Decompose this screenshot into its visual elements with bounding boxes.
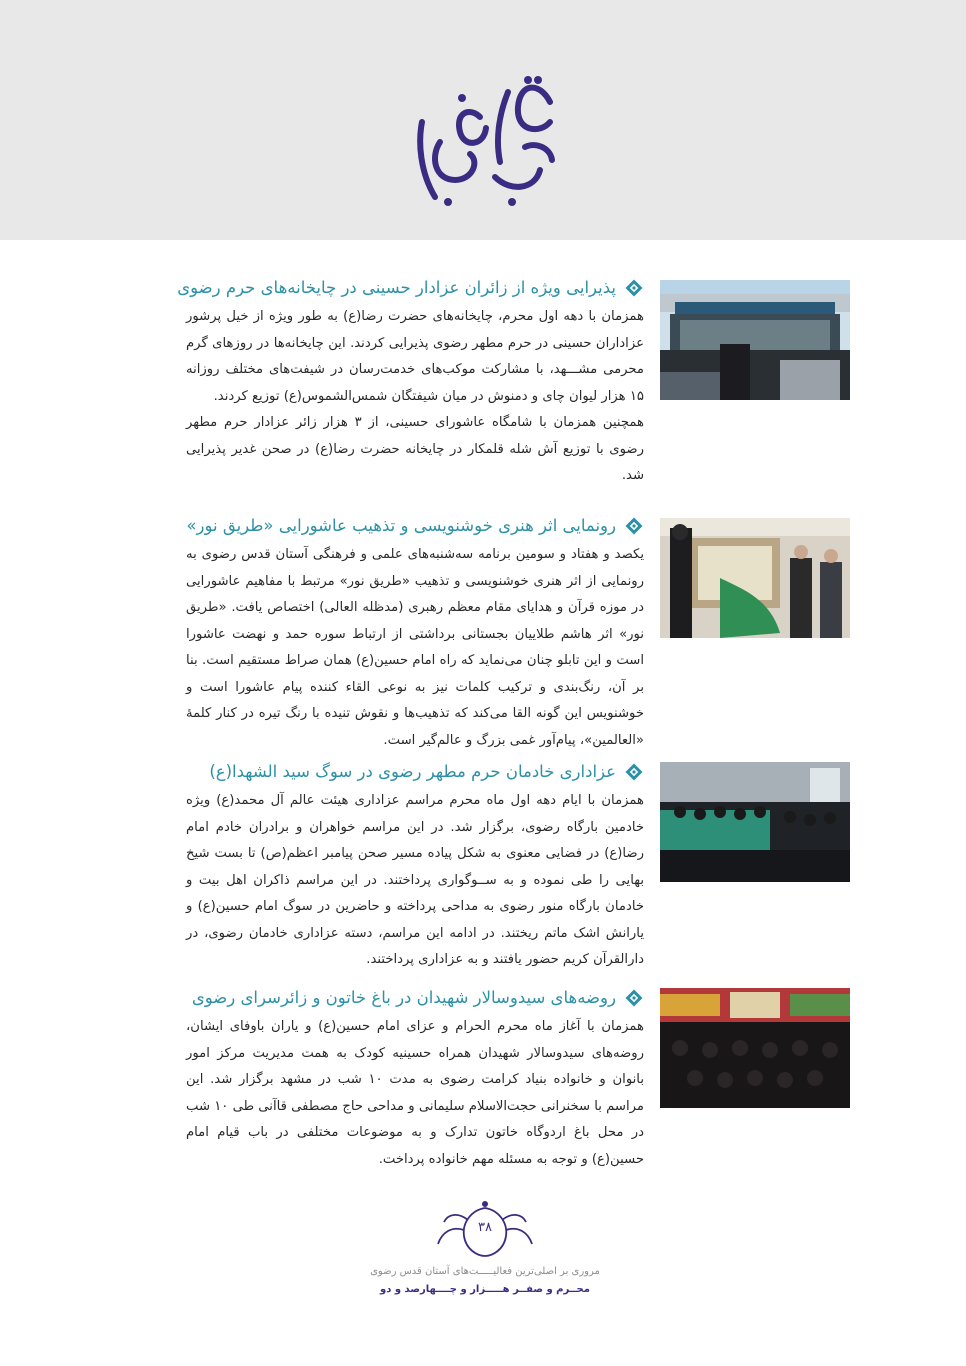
article-title: پذیرایی ویژه از زائران عزادار حسینی در چایخانه‌های حرم رضوی bbox=[177, 278, 616, 297]
article-body bbox=[186, 788, 644, 974]
article-title-row bbox=[186, 512, 644, 540]
article-paragraph: همزمان با آغاز ماه محرم الحرام و عزای امام حسین(ع) و یاران باوفای ایشان، روضه‌های سیدوسالار شهیدان همراه حسینیه کودک به همت مدیریت مرکز امور بانوان و خانواده بنیاد کرامت رضوی به مدت ۱۰ شب در مشهد برگزار شد. این مراسم با سخنرانی حجت‌الاسلام سلیمانی و مداحی حاج مصطفی قاآنی طی ۱۰ شب در محل باغ اردوگاه خاتون تدارک و به موضوعات مختلفی در باب قیام امام حسین(ع) و توجه به مسئله مهم خانواده پرداخت. bbox=[186, 1019, 644, 1167]
article-body bbox=[186, 542, 644, 754]
article-content bbox=[186, 512, 644, 754]
article-content bbox=[186, 984, 644, 1173]
article-title-row bbox=[177, 274, 644, 302]
article-title: عزاداری خادمان حرم مطهر رضوی در سوگ سید الشهدا(ع) bbox=[209, 762, 616, 781]
article-servants-mourning bbox=[186, 758, 850, 967]
page-footer bbox=[340, 1200, 630, 1310]
tea-house-photo bbox=[660, 280, 850, 400]
article-rowzeh-ceremony bbox=[186, 984, 850, 1167]
article-paragraph: همزمان با دهه اول محرم، چایخانه‌های حضرت رضا(ع) به طور ویژه از خیل پرشور عزاداران حسینی در حرم مطهر رضوی پذیرایی کردند. این چایخانه‌ها در روزهای گرم محرمی مشـــهد، با مشارکت موکب‌های خدمت‌رسان در شیفت‌های مختلف روزانه ۱۵ هزار لیوان چای و دمنوش در میان شیفتگان شمس‌الشموس(ع) توزیع کردند. bbox=[186, 309, 644, 404]
diamond-ornament-icon bbox=[624, 762, 644, 782]
article-title-row bbox=[186, 984, 644, 1012]
article-tea-house bbox=[177, 274, 850, 483]
article-paragraph: همچنین همزمان با شامگاه عاشورای حسینی، از ۳ هزار زائر عزادار حرم مطهر رضوی با توزیع آش شله قلمکار در چایخانه حضرت رضا(ع) در صحن غدیر پذیرایی شد. bbox=[186, 415, 645, 483]
article-calligraphy-unveiling bbox=[186, 512, 850, 748]
article-content bbox=[177, 274, 645, 490]
unveiling-photo bbox=[660, 518, 850, 638]
diamond-ornament-icon bbox=[624, 278, 644, 298]
publication-period: محــرم و صفــر هـــــزار و چــــهارصد و دو bbox=[380, 1284, 590, 1295]
article-body bbox=[186, 1014, 644, 1173]
article-title: روضه‌های سیدوسالار شهیدان در باغ خاتون و زائرسرای رضوی bbox=[191, 988, 616, 1007]
article-title-row bbox=[186, 758, 644, 786]
diamond-ornament-icon bbox=[624, 988, 644, 1008]
rewaq-logo bbox=[400, 62, 570, 212]
page-number: ۳۸ bbox=[478, 1220, 492, 1235]
article-title: رونمایی اثر هنری خوشنویسی و تذهیب عاشورایی «طریق نور» bbox=[186, 516, 616, 535]
article-paragraph: یکصد و هفتاد و سومین برنامه سه‌شنبه‌های علمی و فرهنگی آستان قدس رضوی به رونمایی از اثر هنری خوشنویسی و تذهیب «طریق نور» مرتبط با مفاهیم عاشورایی در موزه قرآن و هدایای مقام معظم رهبری (مدظله العالی) اختصاص یافت. «طریق نور» اثر هاشم طلاییان بجستانی برداشتی از ارتباط سوره حمد و نهضت عاشورا است و این تابلو چنان می‌نماید که راه امام حسین(ع) همان صراط مستقیم است. بنا بر آن، رنگ‌بندی و ترکیب کلمات نیز به نوعی القاء کننده پیام عاشورا است و خوشنویس این گونه القا می‌کند که تذهیب‌ها و نقوش تنیده با رنگ تیره در کنار کلمهٔ «العالمین»، پیام‌آور غمی بزرگ و عالم‌گیر است. bbox=[186, 547, 644, 748]
article-content bbox=[186, 758, 644, 974]
publication-subtitle: مروری بر اصلی‌ترین فعالیـــــت‌های آستان قدس رضوی bbox=[370, 1266, 600, 1277]
diamond-ornament-icon bbox=[624, 516, 644, 536]
mourning-procession-photo bbox=[660, 762, 850, 882]
article-paragraph: همزمان با ایام دهه اول ماه محرم مراسم عزاداری هیئت عالم آل محمد(ع) ویژه خادمین بارگاه رضوی، برگزار شد. در این مراسم خواهران و برادران خادم امام رضا(ع) در فضایی معنوی به شکل پیاده مسیر صحن پیامبر اعظم(ص) تا بست شیخ بهایی را طی نموده و به ســوگواری پرداختند. در این مراسم ذاکران اهل بیت و خادمان بارگاه منور رضوی به مداحی پرداخته و حاضرین در سوگ امام حسین(ع) و یارانش اشک ماتم ریختند. در ادامه این مراسم، دسته عزاداری خادمان رضوی، در دارالقرآن کریم حضور یافتند و به عزاداری پرداختند. bbox=[186, 793, 644, 967]
rowzeh-ceremony-photo bbox=[660, 988, 850, 1108]
article-body bbox=[186, 304, 644, 490]
